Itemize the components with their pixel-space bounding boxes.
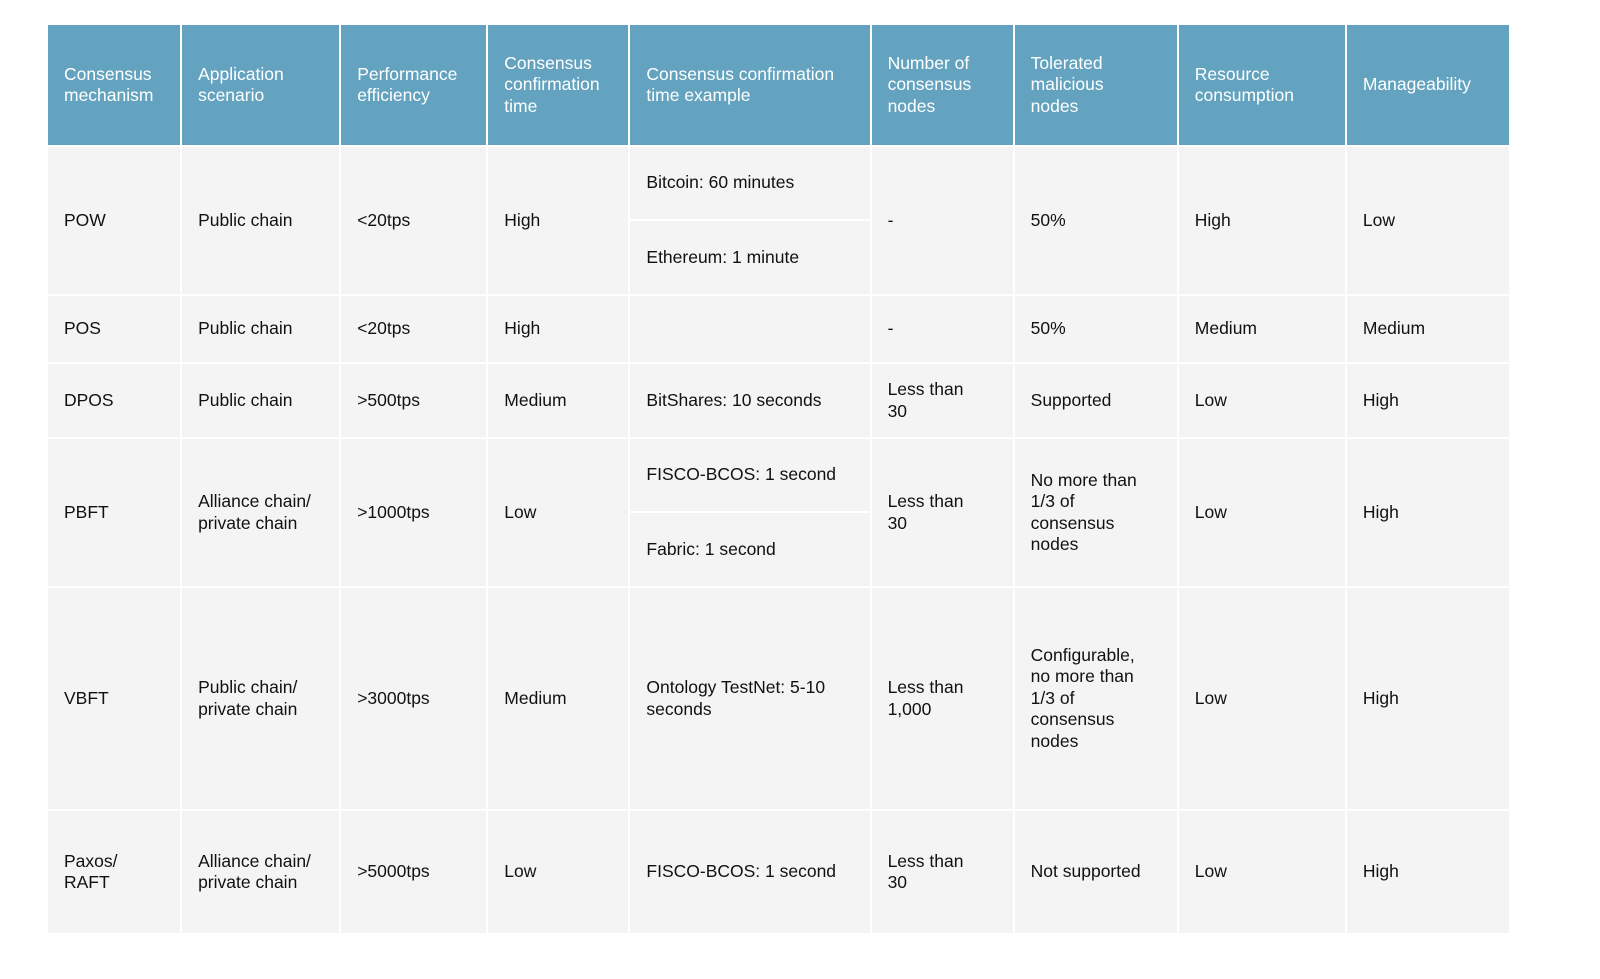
manageability-cell-text: Low (1362, 209, 1395, 230)
example-cell-text: Bitcoin: 60 minutes (646, 172, 795, 193)
time-cell-text: Medium (504, 389, 567, 410)
example-cell-text: FISCO-BCOS: 1 second (646, 861, 837, 882)
malicious-cell (1015, 296, 1177, 362)
manageability-cell (1347, 439, 1509, 586)
example-cell-text: Fabric: 1 second (646, 538, 776, 559)
mechanism-cell-text: PBFT (64, 501, 109, 522)
performance-cell (341, 439, 486, 586)
performance-cell-text: <20tps (357, 209, 411, 230)
performance-cell (341, 147, 486, 294)
header-cell (341, 25, 486, 145)
mechanism-cell (48, 439, 180, 586)
nodes-cell (872, 588, 1013, 809)
time-cell (488, 811, 628, 933)
resource-cell (1179, 364, 1345, 437)
header-cell-text: Performance efficiency (357, 63, 458, 105)
example-cell-text: Ontology TestNet: 5-10 seconds (646, 677, 826, 719)
resource-cell (1179, 296, 1345, 362)
performance-cell (341, 811, 486, 933)
header-cell-text: Application scenario (198, 63, 284, 105)
time-cell (488, 439, 628, 586)
header-cell-text: Consensus mechanism (64, 63, 154, 105)
resource-cell (1179, 588, 1345, 809)
malicious-cell-text: Not supported (1030, 861, 1141, 882)
example-cell (630, 221, 869, 294)
example-cell (630, 147, 869, 219)
malicious-cell-text: Supported (1030, 389, 1112, 410)
mechanism-cell-text: POW (64, 209, 106, 230)
consensus-comparison-table (48, 25, 1509, 933)
resource-cell-text: Low (1194, 501, 1227, 522)
malicious-cell-text: 50% (1030, 318, 1066, 339)
mechanism-cell-text: Paxos/ RAFT (64, 850, 118, 892)
header-cell (182, 25, 339, 145)
header-cell (1347, 25, 1509, 145)
performance-cell-text: >3000tps (357, 687, 430, 708)
resource-cell-text: Medium (1194, 318, 1258, 339)
manageability-cell-text: High (1362, 501, 1399, 522)
nodes-cell-text: Less than 1,000 (887, 677, 964, 719)
scenario-cell-text: Public chain (198, 318, 293, 339)
performance-cell (341, 364, 486, 437)
mechanism-cell (48, 364, 180, 437)
manageability-cell (1347, 588, 1509, 809)
nodes-cell (872, 364, 1013, 437)
mechanism-cell-text: VBFT (64, 687, 109, 708)
scenario-cell-text: Public chain/ private chain (198, 677, 298, 719)
scenario-cell-text: Public chain (198, 389, 293, 410)
scenario-cell (182, 588, 339, 809)
nodes-cell-text: - (887, 318, 894, 339)
time-cell-text: High (504, 318, 541, 339)
performance-cell-text: <20tps (357, 318, 411, 339)
resource-cell (1179, 439, 1345, 586)
malicious-cell-text: Configurable, no more than 1/3 of consensus nodes (1030, 644, 1135, 751)
manageability-cell-text: High (1362, 687, 1399, 708)
malicious-cell (1015, 364, 1177, 437)
nodes-cell-text: Less than 30 (887, 491, 964, 533)
example-cell (630, 588, 869, 809)
scenario-cell (182, 364, 339, 437)
resource-cell (1179, 147, 1345, 294)
manageability-cell (1347, 147, 1509, 294)
example-cell-text: BitShares: 10 seconds (646, 389, 822, 410)
example-cell (630, 439, 869, 511)
manageability-cell-text: High (1362, 389, 1399, 410)
scenario-cell (182, 296, 339, 362)
mechanism-cell-text: POS (64, 318, 101, 339)
performance-cell-text: >5000tps (357, 861, 430, 882)
scenario-cell (182, 147, 339, 294)
time-cell-text: Medium (504, 687, 567, 708)
nodes-cell-text: - (887, 209, 894, 230)
mechanism-cell (48, 811, 180, 933)
resource-cell-text: High (1194, 209, 1231, 230)
example-cell (630, 364, 869, 437)
header-cell-text: Consensus confirmation time (504, 52, 600, 116)
resource-cell-text: Low (1194, 389, 1227, 410)
mechanism-cell (48, 296, 180, 362)
malicious-cell-text: 50% (1030, 209, 1066, 230)
malicious-cell (1015, 811, 1177, 933)
header-cell (1179, 25, 1345, 145)
example-cell (630, 811, 869, 933)
header-cell (630, 25, 869, 145)
resource-cell (1179, 811, 1345, 933)
manageability-cell (1347, 811, 1509, 933)
scenario-cell (182, 811, 339, 933)
time-cell (488, 588, 628, 809)
performance-cell (341, 296, 486, 362)
nodes-cell-text: Less than 30 (887, 379, 964, 421)
time-cell-text: Low (504, 501, 537, 522)
resource-cell-text: Low (1194, 861, 1227, 882)
scenario-cell-text: Alliance chain/ private chain (198, 850, 311, 892)
header-cell-text: Resource consumption (1194, 63, 1294, 105)
performance-cell-text: >500tps (357, 389, 420, 410)
manageability-cell (1347, 364, 1509, 437)
scenario-cell-text: Alliance chain/ private chain (198, 491, 311, 533)
scenario-cell-text: Public chain (198, 209, 293, 230)
time-cell-text: High (504, 209, 541, 230)
nodes-cell (872, 147, 1013, 294)
example-cell (630, 513, 869, 586)
header-cell-text: Manageability (1362, 74, 1471, 95)
mechanism-cell (48, 588, 180, 809)
nodes-cell-text: Less than 30 (887, 850, 964, 892)
header-cell-text: Number of consensus nodes (887, 52, 972, 116)
header-cell (1015, 25, 1177, 145)
example-cell-text: Ethereum: 1 minute (646, 246, 800, 267)
scenario-cell (182, 439, 339, 586)
example-cell-text: FISCO-BCOS: 1 second (646, 464, 837, 485)
malicious-cell (1015, 147, 1177, 294)
header-cell-text: Consensus confirmation time example (646, 63, 835, 105)
time-cell (488, 147, 628, 294)
nodes-cell (872, 439, 1013, 586)
manageability-cell-text: Medium (1362, 318, 1426, 339)
resource-cell-text: Low (1194, 687, 1227, 708)
mechanism-cell-text: DPOS (64, 389, 114, 410)
header-cell (872, 25, 1013, 145)
mechanism-cell (48, 147, 180, 294)
malicious-cell-text: No more than 1/3 of consensus nodes (1030, 469, 1137, 554)
header-cell-text: Tolerated malicious nodes (1030, 52, 1104, 116)
performance-cell (341, 588, 486, 809)
manageability-cell (1347, 296, 1509, 362)
header-cell (488, 25, 628, 145)
header-cell (48, 25, 180, 145)
time-cell (488, 296, 628, 362)
example-cell (630, 296, 869, 362)
manageability-cell-text: High (1362, 861, 1399, 882)
nodes-cell (872, 296, 1013, 362)
time-cell-text: Low (504, 861, 537, 882)
performance-cell-text: >1000tps (357, 501, 430, 522)
nodes-cell (872, 811, 1013, 933)
malicious-cell (1015, 439, 1177, 586)
malicious-cell (1015, 588, 1177, 809)
time-cell (488, 364, 628, 437)
